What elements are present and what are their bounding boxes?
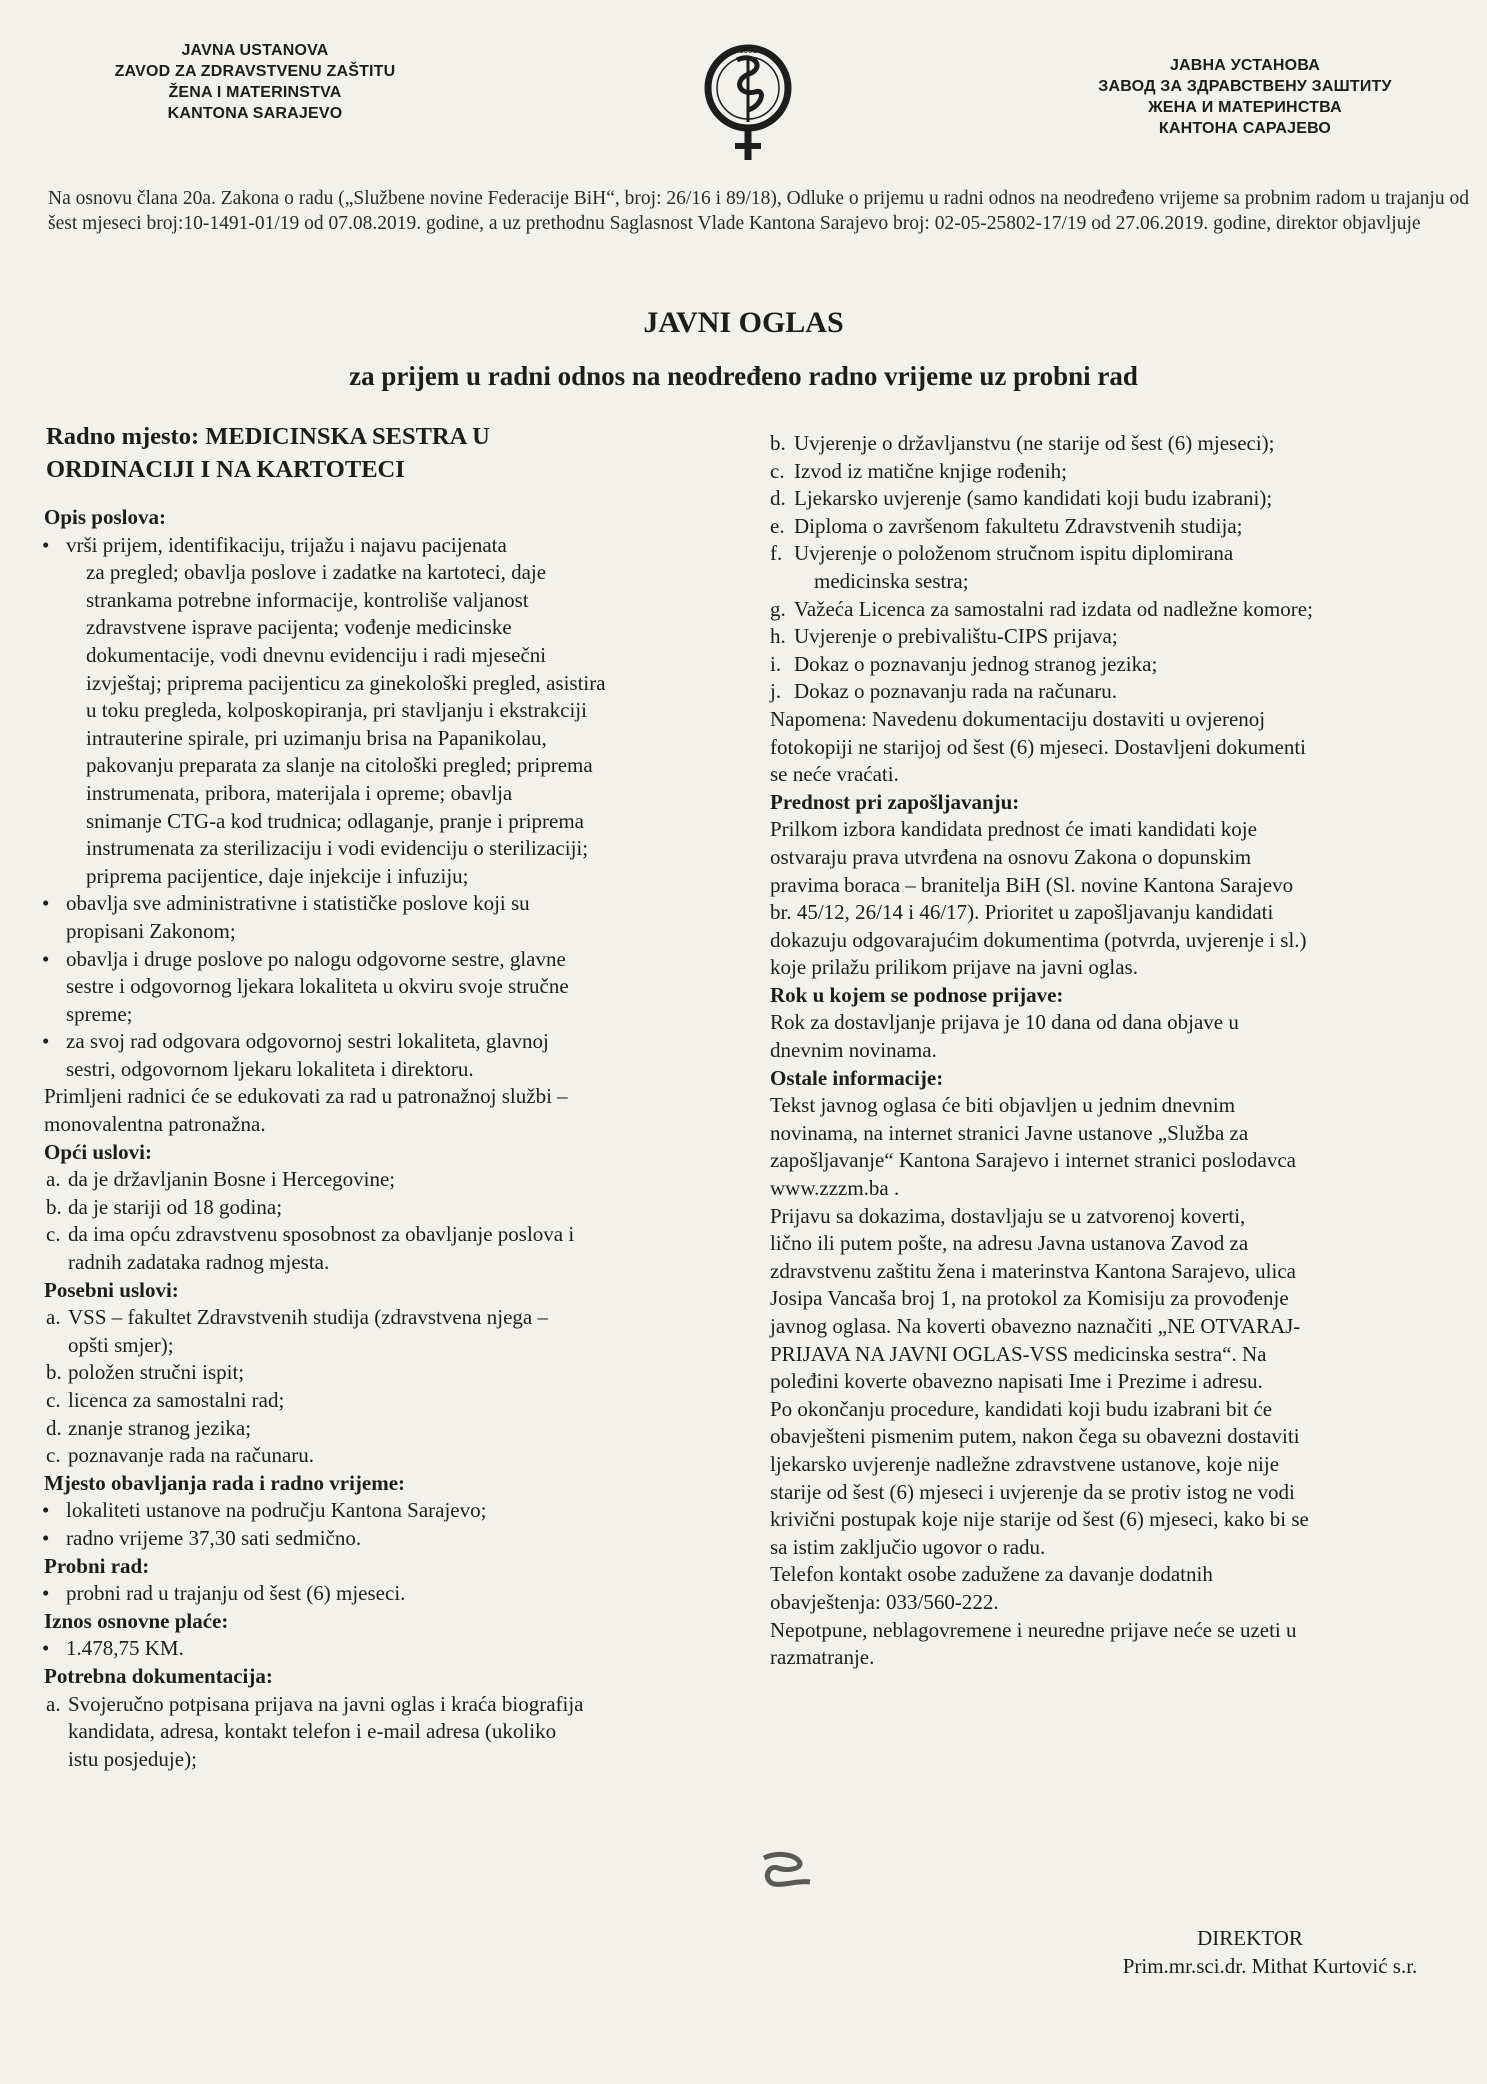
list-marker: b.: [46, 1194, 62, 1219]
list-item: [28, 1304, 733, 1359]
left-column: [28, 420, 733, 1773]
list-item: [28, 1635, 733, 1663]
opis-note: [28, 1083, 733, 1138]
line: • vrši prijem, identifikaciju, trijažu i najavu pacijenata: [66, 532, 507, 557]
line: dokazuju odgovarajućim dokumentima (potvrda, uvjerenje i sl.): [770, 927, 1307, 952]
line: Važeća Licenca za samostalni rad izdata od nadležne komore;: [794, 596, 1313, 621]
list-item: [28, 532, 733, 891]
line: Dokaz o poznavanju rada na računaru.: [794, 679, 1118, 704]
list-item: [770, 458, 1475, 486]
line: strankama potrebne informacije, kontroliše valjanost: [86, 587, 529, 612]
list-marker: b.: [46, 1360, 62, 1385]
line: Diploma o završenom fakultetu Zdravstvenih studija;: [794, 513, 1243, 538]
line: poleđini koverte obavezno napisati Ime i Prezime i adresu.: [770, 1369, 1263, 1394]
list-item: [28, 1221, 733, 1276]
line: zdravstvene isprave pacijenta; vođenje medicinske: [86, 615, 512, 640]
list-item: [770, 485, 1475, 513]
list-item: [28, 1194, 733, 1222]
line: starije od šest (6) mjeseci i uvjerenje da se protiv istog ne vodi: [770, 1479, 1295, 1504]
list-item: [770, 540, 1475, 595]
list-marker: a.: [46, 1305, 61, 1330]
position-title-line: ORDINACIJI I NA KARTOTECI: [46, 456, 405, 483]
list-marker: j.: [770, 679, 782, 704]
header-cyrillic-line: КАНТОНА САРАЈЕВО: [1158, 120, 1332, 137]
header-latin-line: ZAVOD ZA ZDRAVSTVENU ZAŠTITU: [114, 63, 396, 80]
line: poznavanje rada na računaru.: [68, 1443, 315, 1468]
list-marker: d.: [46, 1415, 62, 1440]
line: da je državljanin Bosne i Hercegovine;: [68, 1167, 396, 1192]
list-marker: f.: [770, 541, 783, 566]
list-item: [770, 596, 1475, 624]
header-latin: [80, 40, 430, 124]
line: pakovanju preparata za slanje na citološki pregled; priprema: [86, 753, 593, 778]
line: sestre i odgovornog ljekara lokaliteta u okviru svoje stručne: [66, 974, 569, 999]
line: • lokaliteti ustanove na području Kantona Sarajevo;: [66, 1498, 487, 1523]
line: u toku pregleda, kolposkopiranja, pri stavljanju i ekstrakciji: [86, 698, 587, 723]
list-marker: g.: [770, 596, 786, 621]
line: Uvjerenje o položenom stručnom ispitu diplomirana: [794, 541, 1234, 566]
list-marker: d.: [770, 486, 786, 511]
line: opšti smjer);: [68, 1332, 174, 1357]
line: za pregled; obavlja poslove i zadatke na kartoteci, daje: [86, 560, 547, 585]
line: priprema pacijentice, daje injekcije i infuziju;: [86, 863, 469, 888]
section-heading-probni: Probni rad:: [44, 1553, 150, 1578]
line: Napomena: Navedenu dokumentaciju dostaviti u ovjerenoj: [770, 706, 1266, 731]
line: se neće vraćati.: [770, 762, 899, 787]
website-text: www.zzzm.ba .: [770, 1176, 900, 1201]
list-item: [28, 1359, 733, 1387]
list-marker: a.: [46, 1167, 61, 1192]
list-item: [28, 1442, 733, 1470]
line: Tekst javnog oglasa će biti objavljen u jednim dnevnim: [770, 1093, 1236, 1118]
list-item: [28, 1028, 733, 1083]
list-item: [28, 946, 733, 1029]
line: izvještaj; priprema pacijenticu za ginekološki pregled, asistira: [86, 670, 606, 695]
line: Uvjerenje o prebivalištu-CIPS prijava;: [794, 624, 1118, 649]
list-marker: e.: [770, 513, 785, 538]
line: novinama, na internet stranici Javne ustanove „Služba za: [770, 1120, 1249, 1145]
line: medicinska sestra;: [814, 568, 969, 593]
line: ostvaraju prava utvrđena na osnovu Zakona o dopunskim: [770, 844, 1252, 869]
header-latin-line: ŽENA I MATERINSTVA: [168, 84, 342, 101]
page-subtitle: za prijem u radni odnos na neodređeno radno vrijeme uz probni rad: [349, 361, 1138, 391]
signature-block: [1040, 1924, 1460, 1980]
line: sa istim zaključio ugovor o radu.: [770, 1534, 1046, 1559]
line: obavješteni pismenim putem, nakon čega su obavezni dostaviti: [770, 1424, 1300, 1449]
line: licenca za samostalni rad;: [68, 1388, 285, 1412]
list-marker: h.: [770, 624, 786, 649]
position-title-line: Radno mjesto: MEDICINSKA SESTRA U: [46, 423, 490, 450]
line: javnog oglasa. Na koverti obavezno naznačiti „NE OTVARAJ-: [770, 1314, 1301, 1338]
line: da je stariji od 18 godina;: [68, 1194, 283, 1219]
list-item: [28, 890, 733, 945]
line: Uvjerenje o državljanstvu (ne starije od šest (6) mjeseci);: [794, 431, 1275, 455]
line: snimanje CTG-a kod trudnica; odlaganje, pranje i priprema: [86, 808, 585, 833]
line: br. 45/12, 26/14 i 46/17). Prioritet u zapošljavanju kandidati: [770, 900, 1274, 925]
list-item: [28, 1525, 733, 1553]
phone-text: obavještenja: 033/560-222.: [770, 1589, 999, 1614]
header-cyrillic-line: ЗАВОД ЗА ЗДРАВСТВЕНУ ЗАШТИТУ: [1098, 78, 1392, 95]
line: Nepotpune, neblagovremene i neuredne prijave neće se uzeti u: [770, 1617, 1297, 1642]
line: Dokaz o poznavanju jednog stranog jezika;: [794, 651, 1158, 676]
line: dokumentacije, vodi dnevnu evidenciju i radi mjesečni: [86, 642, 547, 667]
line: Prilkom izbora kandidata prednost će imati kandidati koje: [770, 817, 1257, 842]
line: instrumenata za sterilizaciju i vodi evidenciju o sterilizaciji;: [86, 836, 589, 861]
line: krivični postupak koje nije starije od šest (6) mjeseci, kako bi se: [770, 1507, 1309, 1532]
header-cyrillic-line: ЖЕНА И МАТЕРИНСТВА: [1148, 99, 1342, 116]
rok-text: [770, 1009, 1475, 1064]
header-latin-line: KANTONA SARAJEVO: [167, 105, 343, 122]
list-marker: c.: [46, 1222, 61, 1247]
list-item: [28, 1415, 733, 1443]
position-title: [46, 420, 733, 486]
line: Po okončanju procedure, kandidati koji budu izabrani bit će: [770, 1396, 1273, 1421]
line: sestri, odgovornom ljekaru lokaliteta i direktoru.: [66, 1056, 474, 1081]
line: Josipa Vancaša broj 1, na protokol za Komisiju za provođenje: [770, 1286, 1289, 1311]
right-column: [770, 430, 1475, 1672]
line: Telefon kontakt osobe zadužene za davanje dodatnih: [770, 1562, 1213, 1587]
section-heading-mjesto: Mjesto obavljanja rada i radno vrijeme:: [44, 1470, 406, 1495]
section-heading-opis: Opis poslova:: [44, 505, 166, 529]
signature-role: DIREKTOR: [1197, 1926, 1303, 1950]
list-marker: c.: [46, 1388, 61, 1412]
line: da ima opću zdravstvenu sposobnost za obavljanje poslova i: [68, 1222, 575, 1247]
line: • probni rad u trajanju od šest (6) mjeseci.: [66, 1581, 406, 1606]
line: radnih zadataka radnog mjesta.: [68, 1250, 330, 1275]
section-heading-rok: Rok u kojem se podnose prijave:: [770, 982, 1064, 1007]
line: Ljekarsko uvjerenje (samo kandidati koji budu izabrani);: [794, 486, 1273, 511]
list-item: [770, 651, 1475, 679]
line: propisani Zakonom;: [66, 918, 236, 943]
section-heading-dokumentacija: Potrebna dokumentacija:: [44, 1663, 273, 1688]
header-cyrillic: [1065, 55, 1425, 139]
line: lično ili putem pošte, na adresu Javna ustanova Zavod za: [770, 1231, 1249, 1256]
list-marker: c.: [46, 1443, 61, 1468]
line: položen stručni ispit;: [68, 1360, 245, 1385]
salary-value: • 1.478,75 KM.: [66, 1636, 184, 1661]
dokumentacija-note: [770, 706, 1475, 789]
line: ljekarsko uvjerenje nadležne zdravstvene ustanove, koje nije: [770, 1451, 1280, 1476]
line: instrumenata, pribora, materijala i opreme; obavlja: [86, 780, 513, 805]
list-marker: c.: [770, 458, 785, 483]
list-item: [28, 1387, 733, 1415]
list-item: [28, 1691, 733, 1774]
list-item: [770, 513, 1475, 541]
logo-year: 1951: [739, 46, 757, 55]
caduceus-female-symbol-icon: [703, 42, 793, 170]
section-heading-ostale: Ostale informacije:: [770, 1065, 944, 1090]
line: istu posjeduje);: [68, 1746, 197, 1771]
line: Primljeni radnici će se edukovati za rad u patronažnoj službi –: [44, 1084, 568, 1109]
line: PRIJAVA NA JAVNI OGLAS-VSS medicinska sestra“. Na: [770, 1341, 1267, 1366]
line: VSS – fakultet Zdravstvenih studija (zdravstvena njega –: [68, 1305, 548, 1330]
ink-smudge-icon: [758, 1850, 818, 1888]
header-latin-line: JAVNA USTANOVA: [181, 42, 329, 59]
line: • obavlja sve administrativne i statističke poslove koji su: [66, 891, 530, 916]
line: dnevnim novinama.: [770, 1038, 937, 1063]
line: • obavlja i druge poslove po nalogu odgovorne sestre, glavne: [66, 946, 566, 971]
line: Rok za dostavljanje prijava je 10 dana od dana objave u: [770, 1010, 1239, 1035]
line: fotokopiji ne starijoj od šest (6) mjeseci. Dostavljeni dokumenti: [770, 734, 1306, 759]
intro-paragraph: Na osnovu člana 20a. Zakona o radu („Službene novine Federacije BiH“, broj: 26/16 i 89/18), Odluke o prijemu u radni odnos na neodređeno vrijeme sa probnim radom u trajanju od šest mjeseci broj:10-1491-01/19 od 07.08.2019. godine, a uz prethodnu Saglasnost Vlade Kantona Sarajevo broj: 02-05-25802-17/19 od 27.06.2019. godine, direktor objavljuje: [48, 188, 1469, 234]
line: razmatranje.: [770, 1645, 875, 1670]
header-cyrillic-line: ЈАВНА УСТАНОВА: [1169, 57, 1321, 74]
line: • radno vrijeme 37,30 sati sedmično.: [66, 1525, 362, 1550]
section-heading-posebni: Posebni uslovi:: [44, 1277, 179, 1302]
page-title: JAVNI OGLAS: [643, 306, 844, 339]
line: kandidata, adresa, kontakt telefon i e-mail adresa (ukoliko: [68, 1719, 557, 1744]
line: zdravstvenu zaštitu žena i materinstva Kantona Sarajevo, ulica: [770, 1258, 1296, 1283]
list-marker: b.: [770, 431, 786, 455]
list-item: [28, 1497, 733, 1525]
list-item: [770, 430, 1475, 458]
line: pravima boraca – branitelja BiH (Sl. novine Kantona Sarajevo: [770, 872, 1294, 897]
list-item: [770, 623, 1475, 651]
list-marker: i.: [770, 651, 782, 676]
list-item: [770, 678, 1475, 706]
line: monovalentna patronažna.: [44, 1112, 266, 1137]
section-heading-prednost: Prednost pri zapošljavanju:: [770, 789, 1020, 814]
line: znanje stranog jezika;: [68, 1415, 252, 1440]
list-item: [28, 1166, 733, 1194]
prednost-text: [770, 816, 1475, 982]
ostale-text: [770, 1092, 1475, 1671]
list-marker: a.: [46, 1691, 61, 1716]
line: zapošljavanje“ Kantona Sarajevo i internet stranici poslodavca: [770, 1148, 1296, 1173]
line: Izvod iz matične knjige rođenih;: [794, 458, 1067, 483]
line: Svojeručno potpisana prijava na javni oglas i kraća biografija: [68, 1691, 584, 1716]
line: intrauterine spirale, pri uzimanju brisa na Papanikolau,: [86, 725, 547, 750]
section-heading-opci: Opći uslovi:: [44, 1139, 152, 1164]
line: koje prilažu prilikom prijave na javni oglas.: [770, 955, 1138, 980]
line: • za svoj rad odgovara odgovornoj sestri lokaliteta, glavnoj: [66, 1029, 549, 1054]
signature-name: Prim.mr.sci.dr. Mithat Kurtović s.r.: [1122, 1954, 1418, 1978]
line: Prijavu sa dokazima, dostavljaju se u zatvorenoj koverti,: [770, 1203, 1246, 1228]
section-heading-placa: Iznos osnovne plaće:: [44, 1608, 229, 1633]
line: spreme;: [66, 1001, 133, 1026]
list-item: [28, 1580, 733, 1608]
